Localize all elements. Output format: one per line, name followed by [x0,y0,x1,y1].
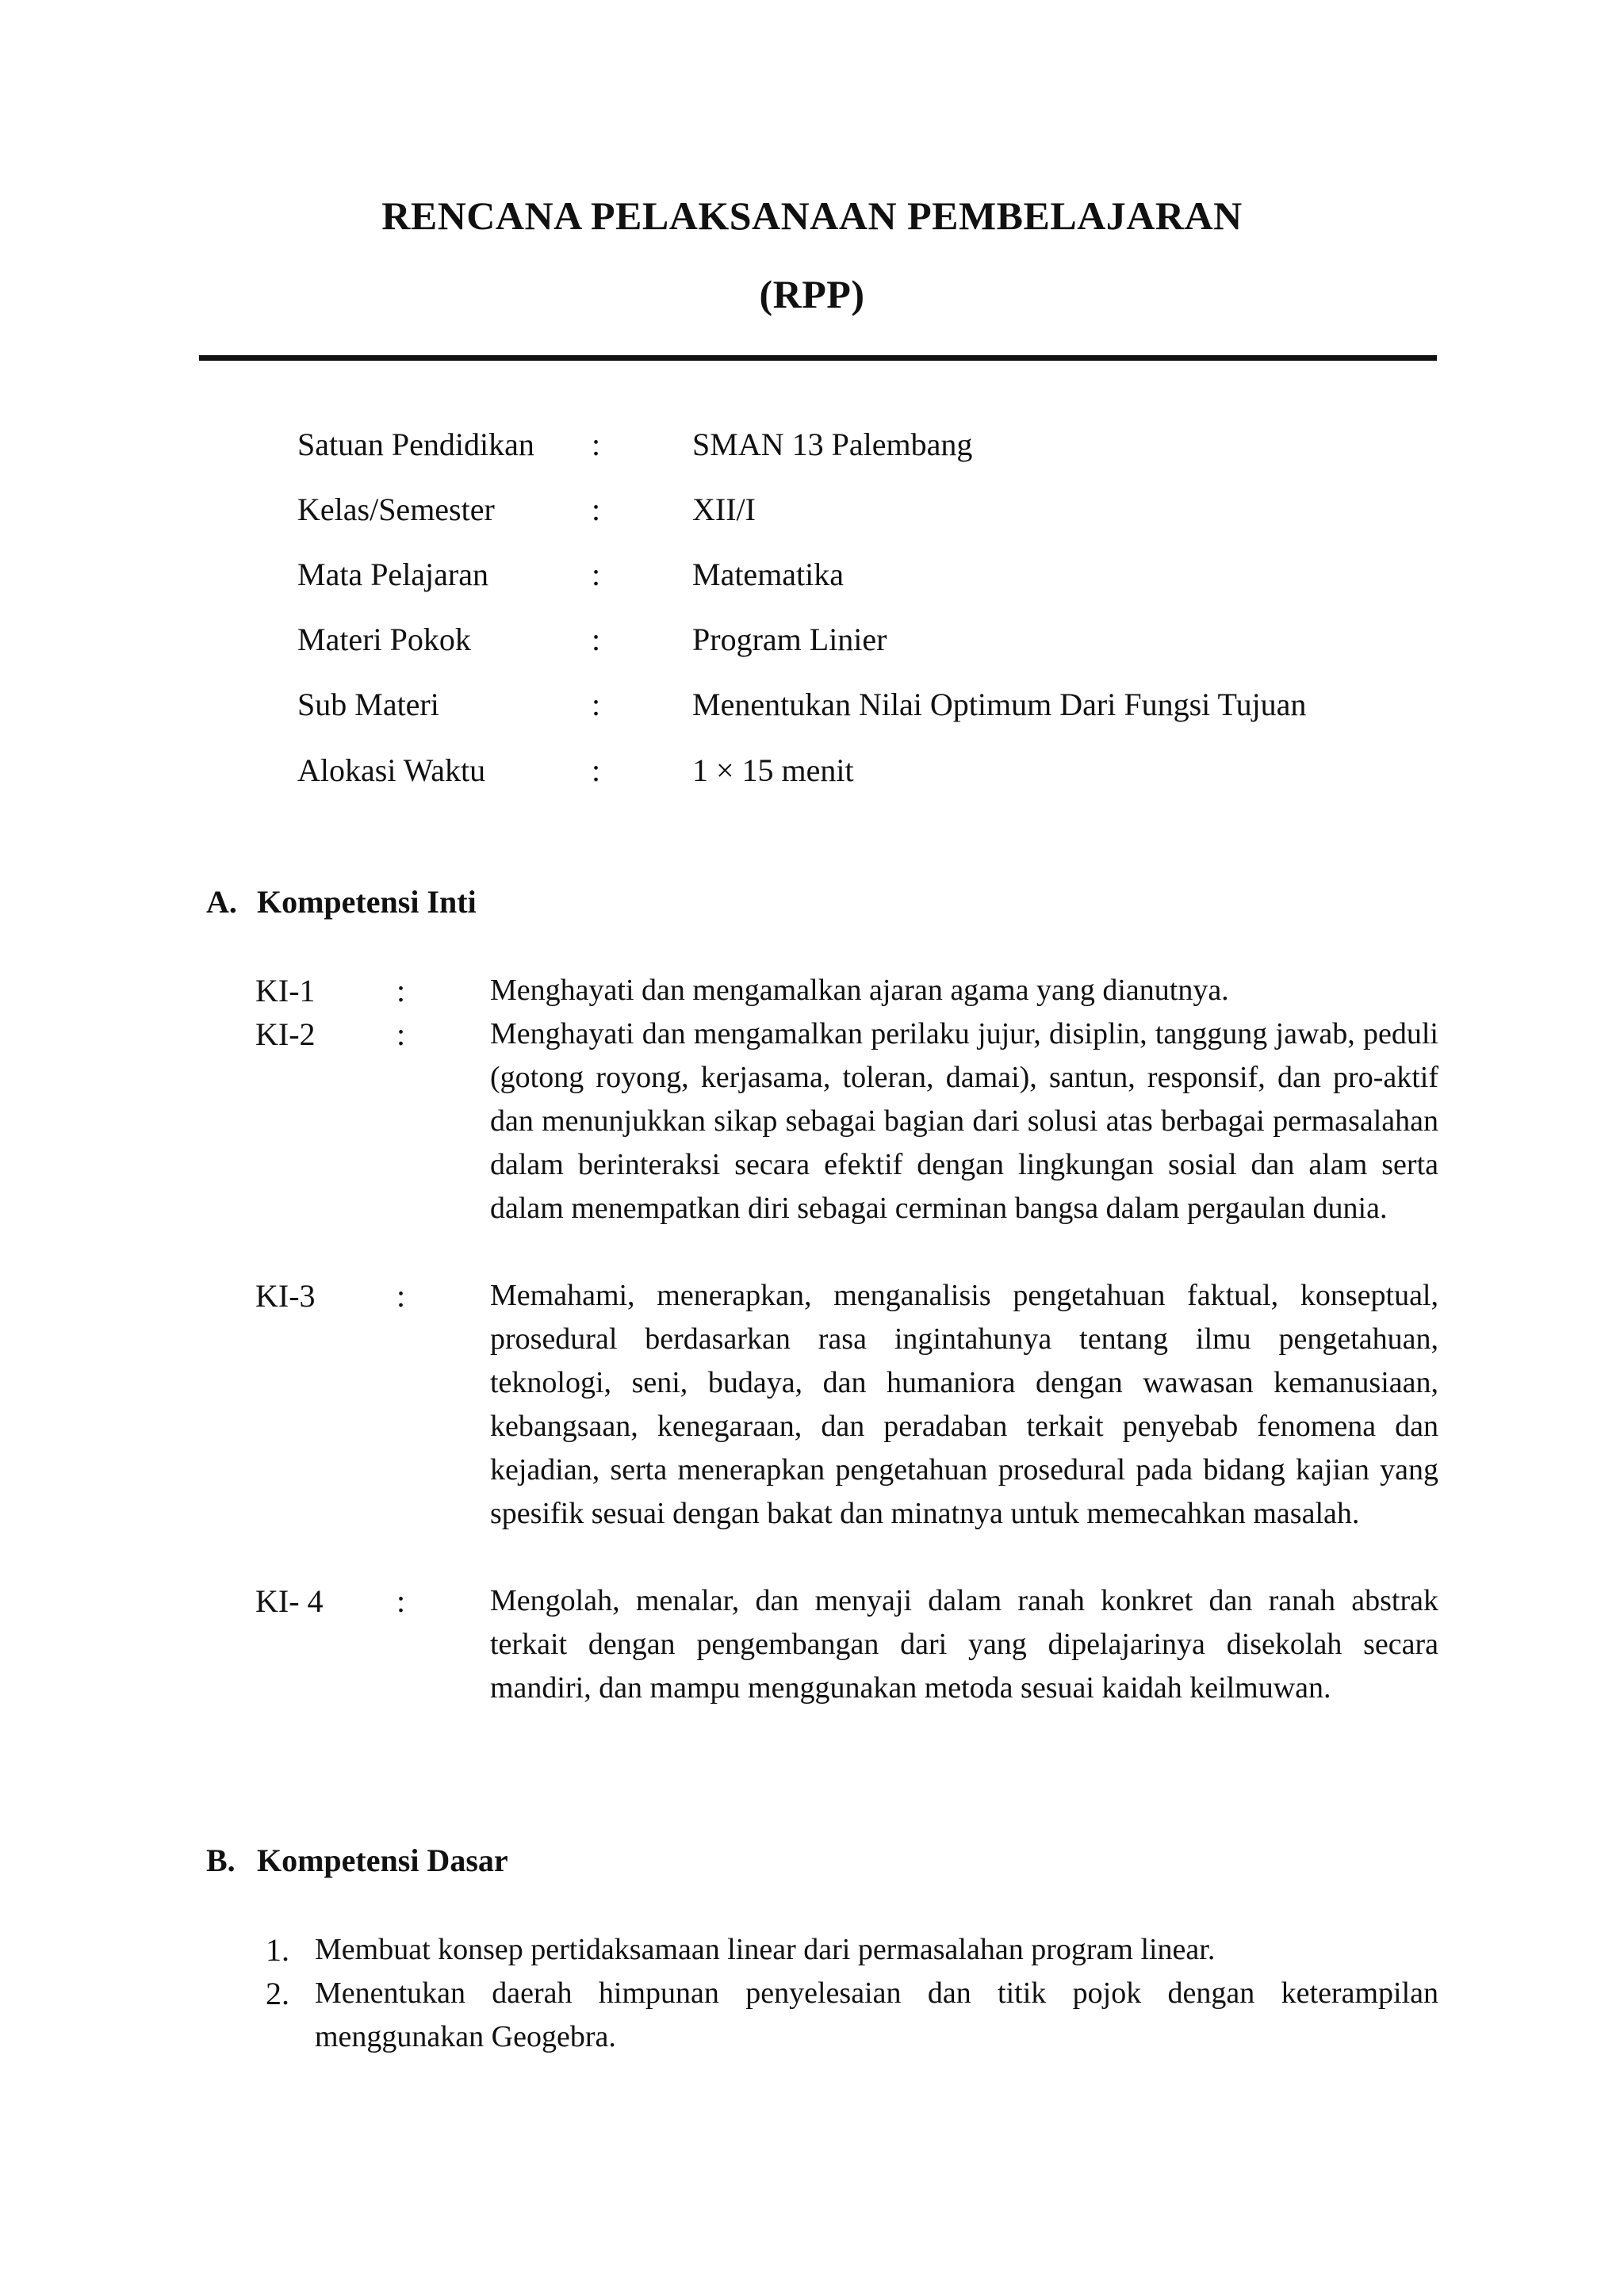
info-separator: : [592,492,601,527]
info-value: Matematika [692,557,845,592]
info-row-mata-pelajaran [0,556,1624,603]
info-row-sub-materi [0,686,1624,733]
title-divider [199,355,1437,361]
info-value: SMAN 13 Palembang [692,427,973,462]
section-b-title: Kompetensi Dasar [257,1843,508,1878]
ki-separator: : [396,1278,406,1314]
section-a-heading [206,883,477,920]
info-label: Kelas/Semester [297,492,495,527]
info-value: 1 × 15 menit [692,752,854,788]
kd-number: 1. [266,1932,289,1968]
info-value: Menentukan Nilai Optimum Dari Fungsi Tujuan [692,687,1307,722]
kd-text: Membuat konsep pertidaksamaan linear dari permasalahan program linear. [315,1933,1216,1966]
info-row-kelas-semester [0,491,1624,538]
info-separator: : [592,687,601,722]
info-row-alokasi-waktu [0,752,1624,799]
info-separator: : [592,752,601,788]
section-a-label: A. [206,884,237,920]
ki-code: KI-1 [255,973,316,1008]
info-separator: : [592,622,601,657]
ki-text: Mengolah, menalar, dan menyaji dalam ranah konkret dan ranah abstrak terkait dengan pengembangan dari yang dipelajarinya disekolah secara mandiri, dan mampu menggunakan metoda sesuai kaidah keilmuwan. [490,1584,1438,1705]
info-separator: : [592,557,601,592]
section-b-label: B. [206,1843,236,1878]
document-title: RENCANA PELAKSANAAN PEMBELAJARAN [381,193,1243,238]
ki-text: Memahami, menerapkan, menganalisis pengetahuan faktual, konseptual, prosedural berdasarkan rasa ingintahunya tentang ilmu pengetahuan, teknologi, seni, budaya, dan humaniora dengan wawasan kemanusiaan, kebangsaan, kenegaraan, dan peradaban terkait penyebab fenomena dan kejadian, serta menerapkan pengetahuan prosedural pada bidang kajian yang spesifik sesuai dengan bakat dan minatnya untuk memecahkan masalah. [490,1279,1438,1530]
ki-text: Menghayati dan mengamalkan ajaran agama yang dianutnya. [490,974,1229,1007]
info-label: Alokasi Waktu [297,752,486,788]
info-label: Sub Materi [297,687,439,722]
info-separator: : [592,427,601,462]
ki-separator: : [396,1583,406,1619]
section-a-title: Kompetensi Inti [257,884,477,920]
section-b-heading [206,1842,508,1879]
document-subtitle: (RPP) [759,272,865,316]
info-label: Materi Pokok [297,622,471,657]
ki-code: KI- 4 [255,1583,324,1619]
info-value: Program Linier [692,622,887,657]
kd-number: 2. [266,1976,289,2011]
ki-code: KI-2 [255,1016,316,1052]
ki-code: KI-3 [255,1278,316,1314]
info-row-materi-pokok [0,621,1624,668]
info-label: Satuan Pendidikan [297,427,534,462]
ki-separator: : [396,973,406,1008]
info-value: XII/I [692,492,756,527]
ki-separator: : [396,1016,406,1052]
kd-text: Menentukan daerah himpunan penyelesaian dan titik pojok dengan keterampilan menggunakan Geogebra. [315,1976,1438,2053]
ki-text: Menghayati dan mengamalkan perilaku jujur, disiplin, tanggung jawab, peduli (gotong royong, kerjasama, toleran, damai), santun, responsif, dan pro-aktif dan menunjukkan sikap sebagai bagian dari solusi atas berbagai permasalahan dalam berinteraksi secara efektif dengan lingkungan sosial dan alam serta dalam menempatkan diri sebagai cerminan bangsa dalam pergaulan dunia. [490,1017,1438,1225]
info-row-satuan-pendidikan [0,426,1624,473]
info-label: Mata Pelajaran [297,557,488,592]
